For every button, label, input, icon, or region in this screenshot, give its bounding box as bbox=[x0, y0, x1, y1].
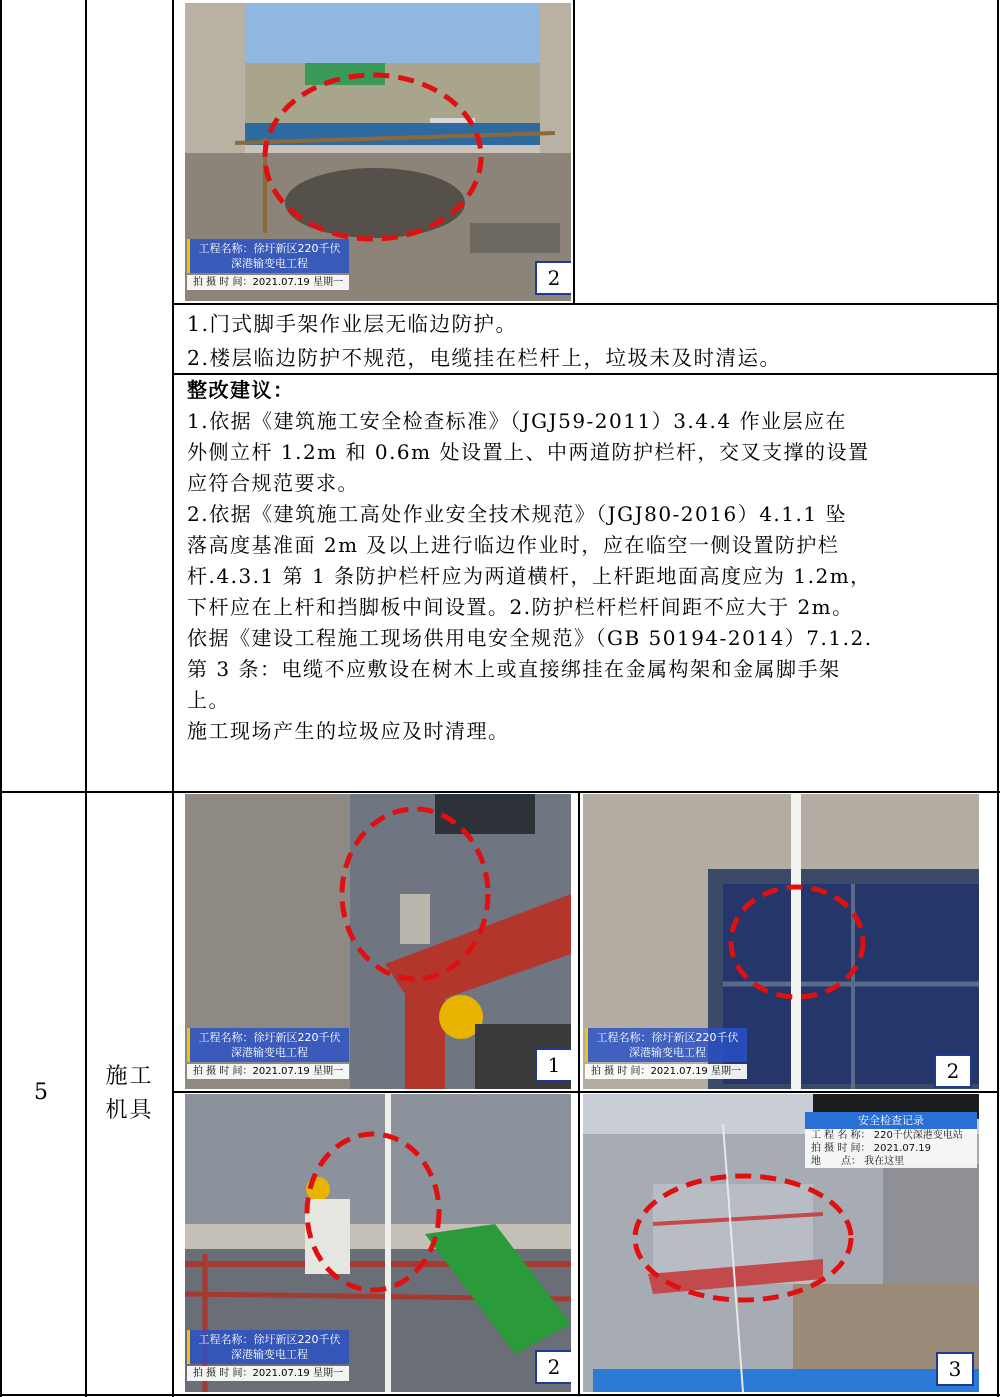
site-photo-hoist-lock bbox=[185, 794, 571, 1089]
table-border-bottom bbox=[0, 1394, 1000, 1396]
watermark-time: 拍 摄 时 间：2021.07.19 星期一 bbox=[187, 1064, 349, 1079]
issue-item-2: 2.楼层临边防护不规范，电缆挂在栏杆上，垃圾未及时清运。 bbox=[187, 346, 782, 370]
photo-label: 2 bbox=[934, 1054, 972, 1088]
advice-line: 1.依据《建筑施工安全检查标准》（JGJ59-2011）3.4.4 作业层应在 bbox=[187, 409, 847, 433]
row-index: 5 bbox=[34, 1080, 48, 1105]
category-line1: 施工 bbox=[105, 1064, 154, 1089]
watermark-time: 拍 摄 时 间：2021.07.19 星期一 bbox=[187, 1366, 349, 1381]
photo-divider-vertical-top bbox=[573, 0, 575, 303]
photo-label: 1 bbox=[535, 1048, 571, 1082]
photo-divider-horizontal bbox=[172, 1091, 999, 1093]
photo-label: 2 bbox=[535, 261, 571, 295]
advice-line: 外侧立杆 1.2m 和 0.6m 处设置上、中两道防护栏杆，交叉支撑的设置 bbox=[187, 440, 870, 464]
security-card-project: 工 程 名 称： 220千伏深港变电站 bbox=[811, 1130, 963, 1141]
row-divider-photo-text bbox=[172, 303, 999, 305]
advice-title: 整改建议： bbox=[187, 378, 295, 402]
security-card-place: 地 点： 我在这里 bbox=[811, 1156, 905, 1167]
issue-list bbox=[187, 307, 995, 375]
advice-line: 落高度基准面 2m 及以上进行临边作业时，应在临空一侧设置防护栏 bbox=[187, 533, 840, 557]
advice-line: 2.依据《建筑施工高处作业安全技术规范》（JGJ80-2016）4.1.1 坠 bbox=[187, 502, 847, 526]
column-divider-2 bbox=[172, 0, 174, 1397]
photo-label: 2 bbox=[535, 1350, 571, 1384]
watermark-project-line1: 工程名称：徐圩新区220千伏 bbox=[198, 1031, 341, 1044]
watermark-time: 拍 摄 时 间：2021.07.19 星期一 bbox=[585, 1064, 747, 1079]
photo-watermark bbox=[187, 1330, 349, 1381]
photo-watermark bbox=[187, 1028, 349, 1079]
row-divider-section5 bbox=[0, 791, 1000, 793]
watermark-project-line1: 工程名称：徐圩新区220千伏 bbox=[198, 242, 341, 255]
watermark-project-line1: 工程名称：徐圩新区220千伏 bbox=[596, 1031, 739, 1044]
table-border-right bbox=[997, 0, 999, 1397]
security-card-time: 拍 摄 时 间： 2021.07.19 bbox=[811, 1143, 931, 1154]
photo-divider-vertical-bottom bbox=[578, 791, 580, 1396]
watermark-project-line1: 工程名称：徐圩新区220千伏 bbox=[198, 1333, 341, 1346]
photo-watermark bbox=[585, 1028, 747, 1079]
advice-line: 下杆应在上杆和挡脚板中间设置。2.防护栏杆栏杆间距不应大于 2m。 bbox=[187, 595, 854, 619]
advice-line: 第 3 条：电缆不应敷设在树木上或直接绑挂在金属构架和金属脚手架 bbox=[187, 657, 841, 681]
advice-line: 上。 bbox=[187, 688, 230, 712]
advice-line: 施工现场产生的垃圾应及时清理。 bbox=[187, 719, 510, 743]
photo-watermark bbox=[187, 239, 349, 290]
watermark-project-line2: 深港输变电工程 bbox=[628, 1046, 706, 1059]
security-record-card bbox=[805, 1112, 977, 1168]
table-border-left bbox=[0, 0, 2, 1397]
category-line2: 机具 bbox=[105, 1098, 154, 1123]
security-card-title: 安全检查记录 bbox=[805, 1112, 977, 1129]
watermark-project-line2: 深港输变电工程 bbox=[230, 257, 308, 270]
watermark-project-line2: 深港输变电工程 bbox=[230, 1348, 308, 1361]
site-photo-worker-platform bbox=[185, 1094, 571, 1392]
column-divider-1 bbox=[85, 0, 87, 1397]
issue-item-1: 1.门式脚手架作业层无临边防护。 bbox=[187, 312, 518, 336]
site-photo-safety-rope bbox=[583, 794, 979, 1089]
advice-line: 应符合规范要求。 bbox=[187, 471, 359, 495]
site-photo-gondola bbox=[583, 1094, 979, 1392]
watermark-project-line2: 深港输变电工程 bbox=[230, 1046, 308, 1059]
photo-label: 3 bbox=[936, 1352, 974, 1386]
rectification-advice bbox=[187, 375, 995, 747]
watermark-time: 拍 摄 时 间：2021.07.19 星期一 bbox=[187, 275, 349, 290]
site-photo-debris bbox=[185, 3, 571, 301]
advice-line: 依据《建设工程施工现场供用电安全规范》（GB 50194-2014）7.1.2. bbox=[187, 626, 873, 650]
row-category bbox=[87, 1060, 172, 1128]
advice-line: 杆.4.3.1 第 1 条防护栏杆应为两道横杆，上杆距地面高度应为 1.2m， bbox=[187, 564, 872, 588]
